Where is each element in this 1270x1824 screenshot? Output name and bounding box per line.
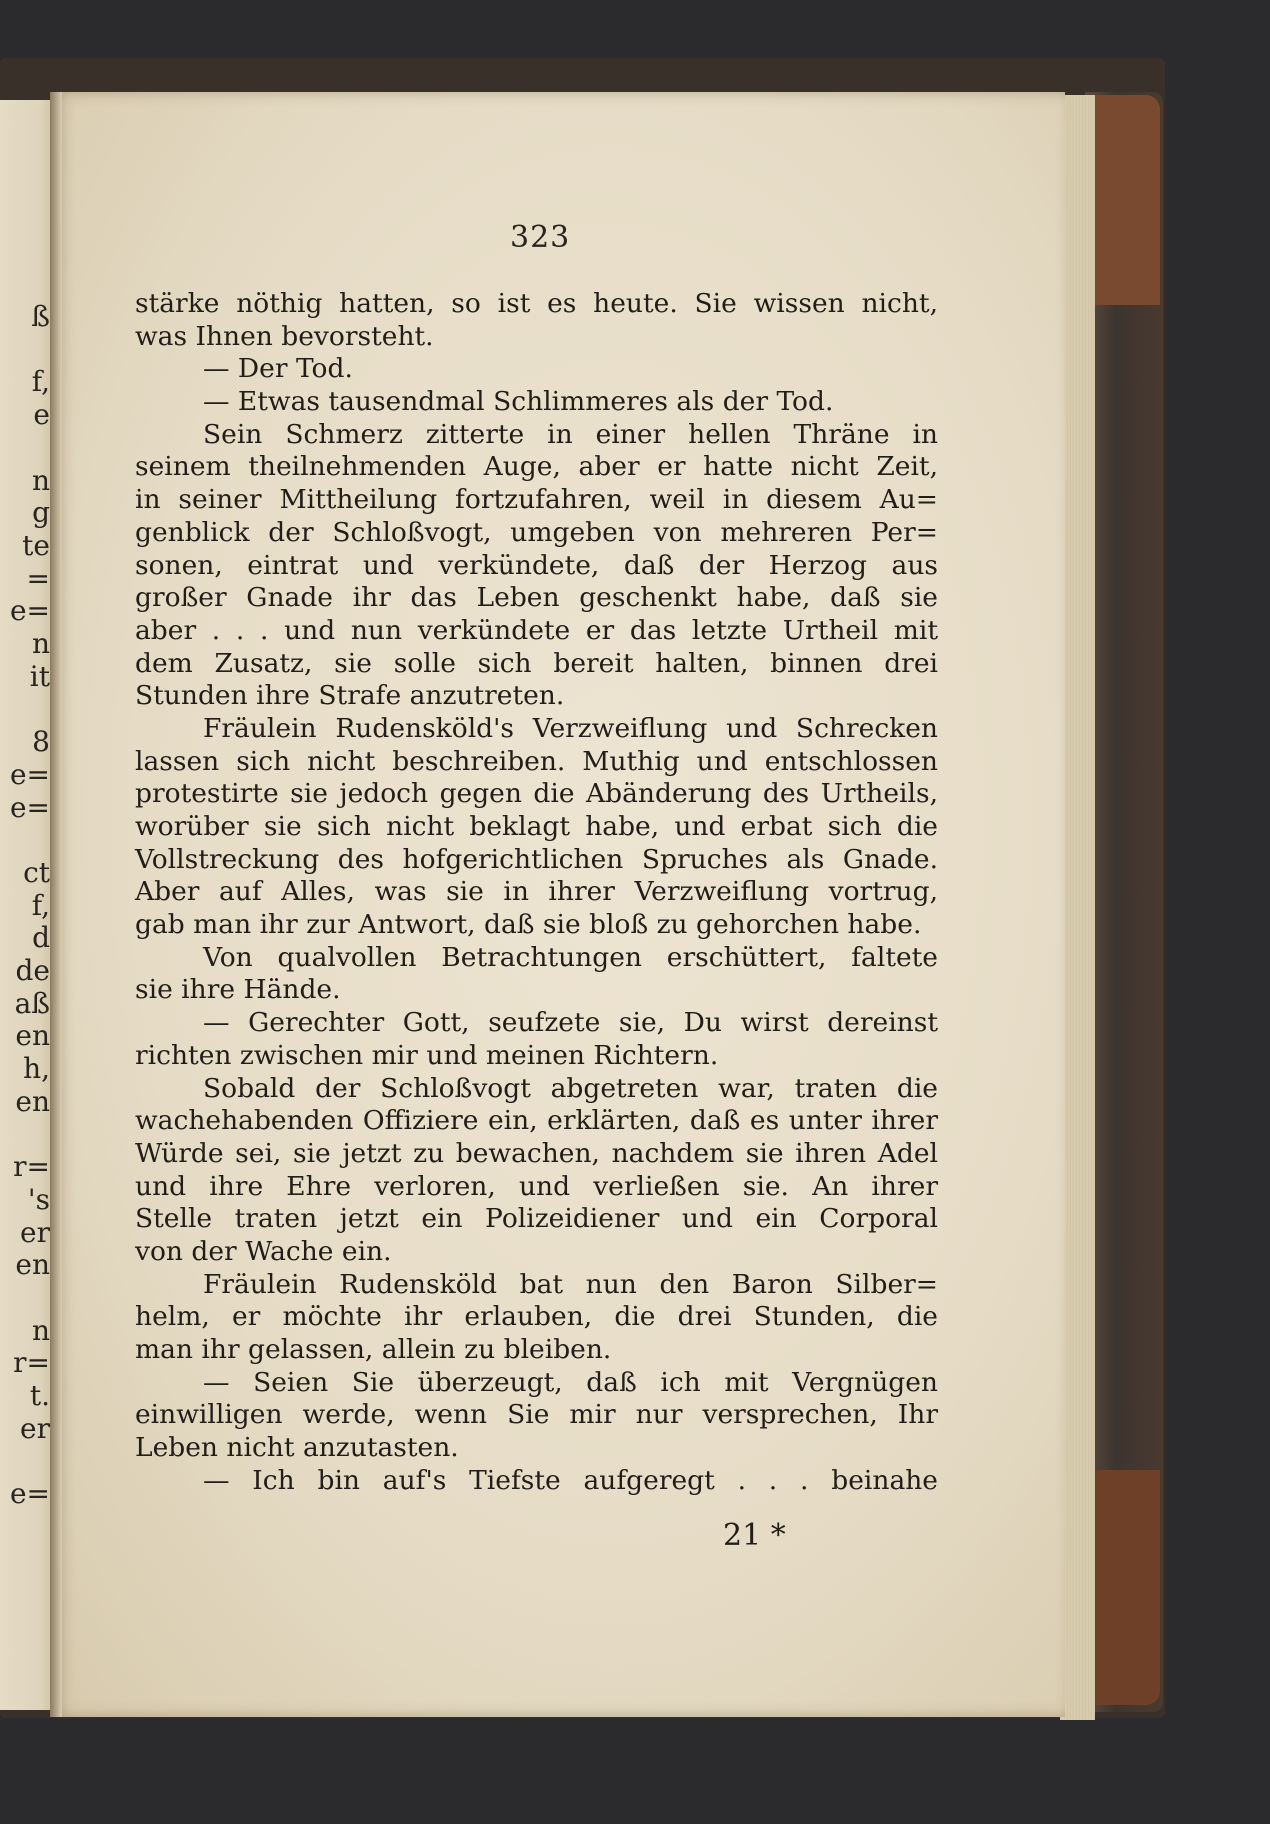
text-line: in seiner Mittheilung fortzufahren, weil in diesem Au=	[135, 484, 938, 516]
text-line: gab man ihr zur Antwort, daß sie bloß zu gehorchen habe.	[135, 909, 922, 941]
facing-page-fragment: e=	[9, 790, 50, 824]
text-line: Fräulein Rudensköld bat nun den Baron Silber=	[203, 1268, 938, 1300]
text-line: dem Zusatz, sie solle sich bereit halten, binnen drei	[135, 647, 938, 679]
text-line: — Gerechter Gott, seufzete sie, Du wirst dereinst	[203, 1007, 938, 1039]
text-line: Sobald der Schloßvogt abgetreten war, traten die	[203, 1072, 938, 1104]
text-line: — Ich bin auf's Tiefste aufgeregt . . . beinahe	[203, 1464, 938, 1496]
facing-page-fragment: ct	[23, 855, 50, 889]
text-line: von der Wache ein.	[135, 1235, 392, 1267]
facing-page-fragment: 's	[27, 1182, 50, 1216]
page-text	[135, 288, 938, 1497]
cover-corner-top	[1090, 95, 1160, 305]
text-line: aber . . . und nun verkündete er das letzte Urtheil mit	[135, 614, 938, 646]
text-line: lassen sich nicht beschreiben. Muthig und entschlossen	[135, 745, 938, 777]
facing-page-fragment: h,	[23, 1052, 50, 1086]
facing-page-fragment: e=	[9, 1477, 50, 1511]
text-line: genblick der Schloßvogt, umgeben von mehreren Per=	[135, 516, 938, 548]
facing-page-fragment: n	[31, 463, 50, 497]
signature-mark: 21 *	[723, 1518, 786, 1553]
facing-page-fragment: n	[31, 627, 50, 660]
facing-page-fragment: =	[26, 561, 50, 595]
text-line: sonen, eintrat und verkündete, daß der Herzog aus	[135, 549, 938, 581]
facing-page-fragment: r=	[13, 1150, 50, 1184]
facing-page-fragment: ß	[31, 300, 50, 333]
text-line: richten zwischen mir und meinen Richtern.	[135, 1039, 719, 1071]
text-line: worüber sie sich nicht beklagt habe, und erbat sich die	[135, 811, 938, 842]
text-line: helm, er möchte ihr erlauben, die drei Stunden, die	[135, 1301, 938, 1333]
page-stack-edge	[1060, 95, 1095, 1720]
text-line: Stelle traten jetzt ein Polizeidiener und ein Corporal	[135, 1203, 938, 1235]
text-line: Leben nicht anzutasten.	[135, 1432, 459, 1464]
text-line: einwilligen werde, wenn Sie mir nur versprechen, Ihr	[135, 1399, 938, 1431]
facing-page-fragment: en	[15, 1084, 50, 1118]
text-line: — Etwas tausendmal Schlimmeres als der Tod.	[203, 386, 834, 418]
facing-page-fragment: er	[20, 1411, 50, 1445]
text-line: sie ihre Hände.	[135, 974, 341, 1006]
facing-page-fragment: r=	[13, 1346, 50, 1380]
text-line: Fräulein Rudensköld's Verzweiflung und Schrecken	[203, 712, 938, 744]
page-gutter	[50, 92, 62, 1717]
text-line: man ihr gelassen, allein zu bleiben.	[135, 1334, 612, 1365]
facing-page-fragment: e=	[9, 594, 50, 628]
facing-page-fragment: f,	[31, 888, 50, 922]
facing-page-fragment: te	[22, 528, 50, 562]
facing-page-fragment: er	[20, 1215, 50, 1249]
text-line: protestirte sie jedoch gegen die Abänderung des Urtheils,	[135, 778, 938, 810]
text-line: — Der Tod.	[203, 353, 353, 385]
text-line: wachehabenden Offiziere ein, erklärten, daß es unter ihrer	[135, 1105, 938, 1137]
text-line: Würde sei, sie jetzt zu bewachen, nachdem sie ihren Adel	[135, 1137, 938, 1169]
text-line: seinem theilnehmenden Auge, aber er hatte nicht Zeit,	[135, 451, 938, 483]
cover-corner-bottom	[1090, 1470, 1160, 1705]
book-spine-edge	[1085, 92, 1163, 1712]
text-line: — Seien Sie überzeugt, daß ich mit Vergnügen	[203, 1366, 938, 1398]
facing-page-fragment: e	[33, 398, 50, 432]
facing-page-fragment: t.	[29, 1379, 50, 1413]
facing-page-fragment: f,	[31, 365, 50, 399]
facing-page-fragment: e=	[9, 757, 50, 791]
text-line: Aber auf Alles, was sie in ihrer Verzweiflung vortrug,	[135, 876, 938, 908]
facing-page-fragment: it	[29, 659, 50, 693]
facing-page-fragment: g	[32, 496, 50, 530]
facing-page-fragment: en	[15, 1019, 50, 1053]
text-line: und ihre Ehre verloren, und verließen sie. An ihrer	[135, 1170, 938, 1202]
facing-page-fragment: aß	[14, 986, 50, 1020]
text-line: Sein Schmerz zitterte in einer hellen Thräne in	[203, 418, 938, 450]
page-number: 323	[510, 220, 571, 255]
text-line: Vollstreckung des hofgerichtlichen Spruches als Gnade.	[135, 843, 938, 875]
facing-page-fragment: 8	[32, 725, 50, 759]
text-line: stärke nöthig hatten, so ist es heute. Sie wissen nicht,	[135, 288, 938, 319]
facing-page-fragment: n	[31, 1313, 50, 1347]
facing-page-fragment: en	[15, 1248, 50, 1282]
text-line: Von qualvollen Betrachtungen erschüttert, faltete	[203, 941, 938, 973]
text-line: großer Gnade ihr das Leben geschenkt habe, daß sie	[135, 582, 938, 614]
facing-page-fragment: de	[15, 954, 50, 987]
text-line: Stunden ihre Strafe anzutreten.	[135, 680, 565, 712]
text-line: was Ihnen bevorsteht.	[135, 320, 434, 352]
facing-page-fragment: d	[32, 921, 50, 955]
